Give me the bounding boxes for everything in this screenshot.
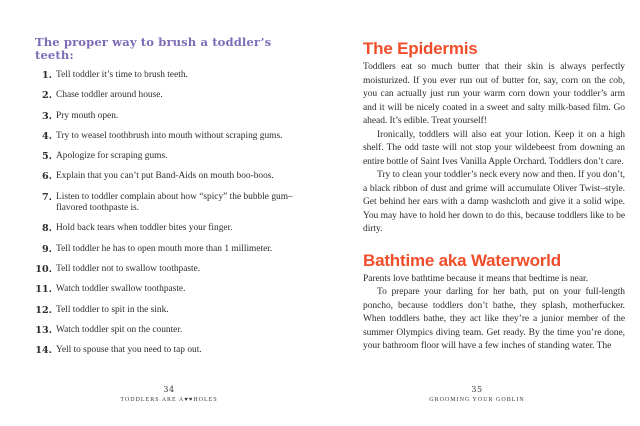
page-number-left: 34 <box>163 385 175 394</box>
list-item-text: Watch toddler swallow toothpaste. <box>56 284 186 295</box>
list-item <box>35 223 307 234</box>
list-item-text: Chase toddler around house. <box>56 90 163 101</box>
list-item <box>35 325 307 336</box>
list-item-number: 10. <box>35 264 52 276</box>
right-page-footer <box>352 385 602 404</box>
paragraph: Try to clean your toddler’s neck every now and then. If you don’t, a black ribbon of dust and grime will accumulate Oliver Twist–style. Get behind her ears with a damp washcloth and give it a solid wipe. You may have to hold her down to do this, because toddlers like to be dirty. <box>363 170 625 234</box>
page-number-right: 35 <box>471 385 483 394</box>
list-item <box>35 305 307 316</box>
list-item-number: 7. <box>41 191 52 203</box>
list-item-text: Apologize for scraping gums. <box>56 151 168 162</box>
paragraph: Parents love bathtime because it means that bedtime is near. <box>363 273 588 284</box>
list-item-text: Try to weasel toothbrush into mouth without scraping gums. <box>56 130 283 141</box>
section-heading-epidermis: The Epidermis <box>363 39 478 58</box>
list-item-number: 14. <box>35 345 52 357</box>
section-heading-bathtime: Bathtime aka Waterworld <box>363 250 561 270</box>
list-item <box>35 151 307 162</box>
list-item-number: 5. <box>41 151 52 163</box>
list-item-text: Watch toddler spit on the counter. <box>56 324 183 335</box>
paragraph: Toddlers eat so much butter that their skin is always perfectly moisturized. If you ever run out of butter for, say, corn on the cob, you can actually just run your warm corn down your toddler’s arm and it will be nicely coated in a sweet and salty milk-based film. Go ahead. It’s edible. Treat yourself! <box>363 62 625 126</box>
list-item-text: Tell toddler it’s time to brush teeth. <box>56 70 188 80</box>
left-page-heading: The proper way to brush a toddler’s teeth: <box>35 35 272 62</box>
list-item <box>35 244 307 255</box>
list-item-text: Listen to toddler complain about how “spicy” the bubble gum–flavored toothpaste is. <box>56 191 293 214</box>
running-title-left: TODDLERS ARE A♥♥HOLES <box>120 397 218 403</box>
list-item-text: Tell toddler to spit in the sink. <box>56 304 169 315</box>
list-item <box>35 284 307 295</box>
list-item <box>35 171 307 182</box>
list-item-number: 11. <box>35 284 52 296</box>
list-item <box>35 192 307 215</box>
list-item <box>35 111 307 122</box>
list-item-number: 4. <box>41 130 52 142</box>
list-item-number: 12. <box>35 304 52 316</box>
list-item-number: 1. <box>41 70 52 81</box>
list-item-number: 2. <box>41 90 52 102</box>
list-item-text: Tell toddler he has to open mouth more than 1 millimeter. <box>56 243 273 254</box>
running-title-right: GROOMING YOUR GOBLIN <box>429 397 525 403</box>
paragraph: Ironically, toddlers will also eat your lotion. Keep it on a high shelf. The odd taste will not stop your wildebeest from downing an entire bottle of Saint Ives Vanilla Apple Orchard. Toddlers don’t care. <box>363 129 625 167</box>
list-item-text: Pry mouth open. <box>56 110 119 121</box>
list-item <box>35 264 307 275</box>
list-item-number: 3. <box>41 110 52 122</box>
list-item-number: 8. <box>41 223 52 235</box>
list-item-text: Yell to spouse that you need to tap out. <box>56 345 202 356</box>
list-item-text: Explain that you can’t put Band-Aids on mouth boo-boos. <box>56 171 274 182</box>
list-item <box>35 90 307 101</box>
list-item <box>35 131 307 142</box>
list-item-text: Hold back tears when toddler bites your finger. <box>56 223 233 234</box>
toothbrush-steps-list <box>35 70 307 357</box>
list-item-text: Tell toddler not to swallow toothpaste. <box>56 264 201 275</box>
list-item <box>35 70 307 81</box>
left-page <box>35 36 307 366</box>
list-item-number: 6. <box>41 171 52 183</box>
list-item <box>35 345 307 356</box>
right-page <box>363 39 625 354</box>
list-item-number: 13. <box>35 324 52 336</box>
list-item-number: 9. <box>41 243 52 255</box>
left-page-footer <box>33 385 305 404</box>
paragraph: To prepare your darling for her bath, put on your full-length poncho, because toddlers don’t bathe, they splash, motherfucker. When toddlers bathe, they act like they’re a junior member of the summer Olympics diving team. Get ready. By the time you’re done, your bathroom floor will have a few inches of standing water. The <box>363 287 625 351</box>
